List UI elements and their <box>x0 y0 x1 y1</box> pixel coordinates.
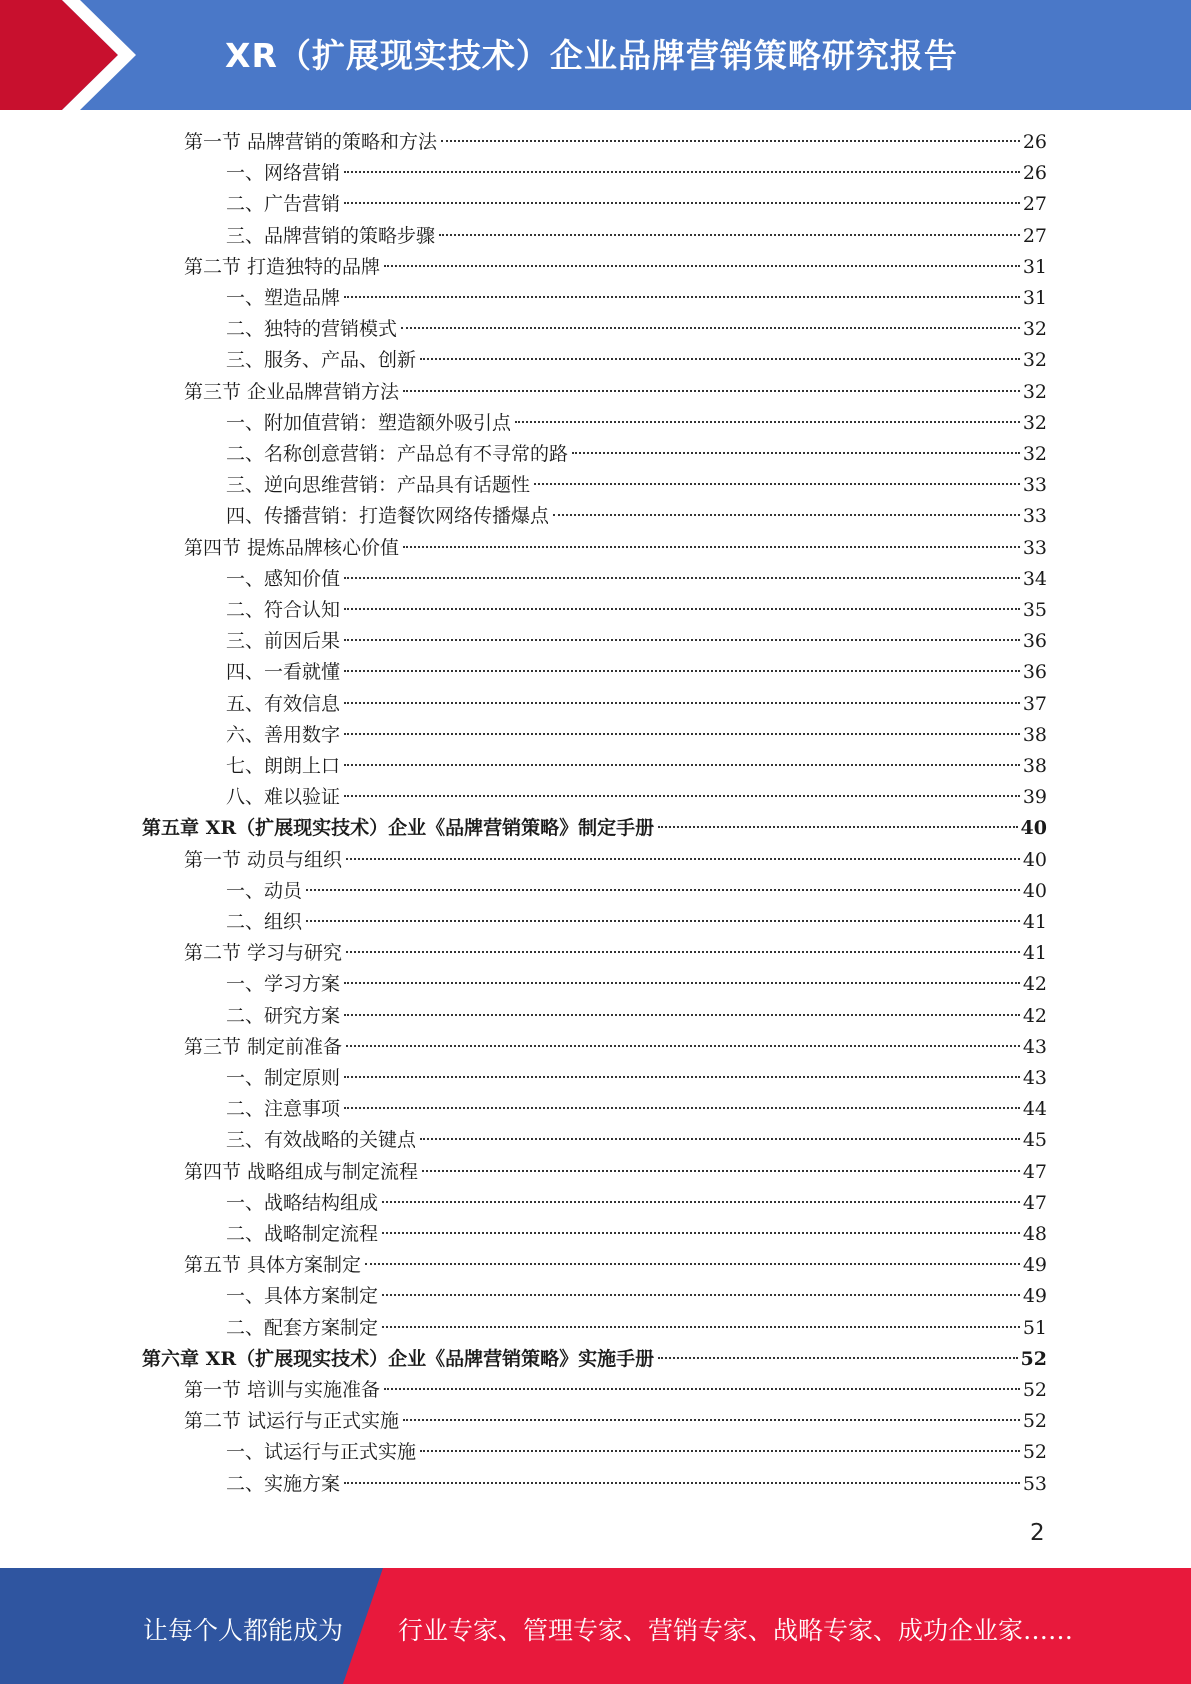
toc-dot-leader <box>344 296 1020 298</box>
toc-dot-leader <box>344 982 1020 984</box>
toc-dot-leader <box>658 826 1017 828</box>
toc-entry-label: 四、传播营销：打造餐饮网络传播爆点 <box>226 505 550 527</box>
toc-dot-leader <box>420 1138 1020 1140</box>
toc-entry-page: 40 <box>1022 880 1047 902</box>
toc-dot-leader <box>344 1482 1020 1484</box>
toc-subsection-entry[interactable] <box>226 221 1047 252</box>
toc-subsection-entry[interactable] <box>226 1188 1047 1219</box>
toc-entry-page: 53 <box>1022 1473 1047 1495</box>
toc-dot-leader <box>344 639 1020 641</box>
toc-entry-page: 32 <box>1022 443 1047 465</box>
toc-entry-page: 37 <box>1022 693 1047 715</box>
toc-entry-label: 一、制定原则 <box>226 1067 341 1089</box>
toc-dot-leader <box>382 1326 1020 1328</box>
toc-entry-page: 38 <box>1022 724 1047 746</box>
toc-entry-page: 31 <box>1022 256 1047 278</box>
toc-entry-page: 36 <box>1022 661 1047 683</box>
toc-dot-leader <box>344 702 1020 704</box>
toc-dot-leader <box>401 327 1020 329</box>
toc-subsection-entry[interactable] <box>226 969 1047 1000</box>
toc-dot-leader <box>344 670 1020 672</box>
toc-entry-page: 52 <box>1020 1348 1047 1370</box>
footer-slogan-left: 让每个人都能成为 <box>143 1616 344 1645</box>
footer-slogan-right: 行业专家、管理专家、营销专家、战略专家、成功企业家…… <box>398 1616 1074 1645</box>
toc-section-entry[interactable] <box>184 1032 1047 1063</box>
toc-entry-label: 第四节 提炼品牌核心价值 <box>184 537 400 559</box>
toc-section-entry[interactable] <box>184 252 1047 283</box>
toc-section-entry[interactable] <box>184 938 1047 969</box>
toc-entry-page: 33 <box>1022 474 1047 496</box>
toc-section-entry[interactable] <box>184 533 1047 564</box>
toc-subsection-entry[interactable] <box>226 876 1047 907</box>
toc-dot-leader <box>306 920 1020 922</box>
toc-entry-label: 三、逆向思维营销：产品具有话题性 <box>226 474 531 496</box>
toc-dot-leader <box>344 795 1020 797</box>
toc-entry-label: 一、动员 <box>226 880 303 902</box>
toc-subsection-entry[interactable] <box>226 345 1047 376</box>
toc-subsection-entry[interactable] <box>226 470 1047 501</box>
toc-section-entry[interactable] <box>184 1250 1047 1281</box>
toc-entry-page: 41 <box>1022 911 1047 933</box>
toc-entry-label: 一、塑造品牌 <box>226 287 341 309</box>
toc-entry-page: 34 <box>1022 568 1047 590</box>
toc-entry-label: 二、战略制定流程 <box>226 1223 379 1245</box>
toc-entry-label: 第五章 XR（扩展现实技术）企业《品牌营销策略》制定手册 <box>142 817 655 839</box>
toc-dot-leader <box>382 1294 1020 1296</box>
toc-dot-leader <box>403 1419 1020 1421</box>
toc-dot-leader <box>344 1107 1020 1109</box>
toc-subsection-entry[interactable] <box>226 782 1047 813</box>
toc-entry-label: 三、品牌营销的策略步骤 <box>226 225 436 247</box>
toc-entry-label: 二、独特的营销模式 <box>226 318 398 340</box>
toc-entry-page: 32 <box>1022 349 1047 371</box>
toc-section-entry[interactable] <box>184 1375 1047 1406</box>
toc-subsection-entry[interactable] <box>226 1469 1047 1500</box>
toc-subsection-entry[interactable] <box>226 657 1047 688</box>
toc-dot-leader <box>344 733 1020 735</box>
toc-entry-page: 51 <box>1022 1317 1047 1339</box>
toc-subsection-entry[interactable] <box>226 1001 1047 1032</box>
toc-entry-label: 第二节 试运行与正式实施 <box>184 1410 400 1432</box>
toc-entry-page: 32 <box>1022 412 1047 434</box>
toc-subsection-entry[interactable] <box>226 1063 1047 1094</box>
toc-dot-leader <box>344 1076 1020 1078</box>
toc-dot-leader <box>344 171 1020 173</box>
toc-dot-leader <box>553 514 1020 516</box>
toc-dot-leader <box>420 358 1020 360</box>
footer-banner <box>0 1568 1191 1684</box>
toc-dot-leader <box>344 577 1020 579</box>
toc-entry-page: 39 <box>1022 786 1047 808</box>
toc-entry-label: 一、网络营销 <box>226 162 341 184</box>
toc-entry-page: 32 <box>1022 381 1047 403</box>
toc-entry-label: 五、有效信息 <box>226 693 341 715</box>
toc-dot-leader <box>384 265 1020 267</box>
toc-dot-leader <box>306 889 1020 891</box>
toc-entry-label: 三、前因后果 <box>226 630 341 652</box>
toc-dot-leader <box>346 858 1020 860</box>
toc-section-entry[interactable] <box>184 1406 1047 1437</box>
toc-subsection-entry[interactable] <box>226 751 1047 782</box>
toc-entry-label: 二、名称创意营销：产品总有不寻常的路 <box>226 443 569 465</box>
toc-entry-label: 第二节 打造独特的品牌 <box>184 256 381 278</box>
toc-subsection-entry[interactable] <box>226 501 1047 532</box>
toc-entry-label: 第五节 具体方案制定 <box>184 1254 362 1276</box>
toc-dot-leader <box>572 452 1020 454</box>
toc-dot-leader <box>344 764 1020 766</box>
toc-entry-label: 二、组织 <box>226 911 303 933</box>
toc-dot-leader <box>422 1170 1020 1172</box>
toc-entry-label: 第三节 制定前准备 <box>184 1036 343 1058</box>
toc-entry-label: 二、实施方案 <box>226 1473 341 1495</box>
toc-subsection-entry[interactable] <box>226 1219 1047 1250</box>
toc-entry-label: 第四节 战略组成与制定流程 <box>184 1161 419 1183</box>
toc-dot-leader <box>365 1263 1020 1265</box>
toc-entry-page: 42 <box>1022 1005 1047 1027</box>
toc-entry-page: 38 <box>1022 755 1047 777</box>
toc-subsection-entry[interactable] <box>226 189 1047 220</box>
toc-subsection-entry[interactable] <box>226 1094 1047 1125</box>
toc-dot-leader <box>658 1357 1017 1359</box>
toc-entry-page: 41 <box>1022 942 1047 964</box>
toc-entry-label: 一、战略结构组成 <box>226 1192 379 1214</box>
toc-subsection-entry[interactable] <box>226 1437 1047 1468</box>
toc-entry-page: 52 <box>1022 1410 1047 1432</box>
toc-entry-label: 八、难以验证 <box>226 786 341 808</box>
toc-entry-label: 二、广告营销 <box>226 193 341 215</box>
toc-entry-page: 49 <box>1022 1254 1047 1276</box>
toc-entry-page: 44 <box>1022 1098 1047 1120</box>
toc-entry-page: 40 <box>1022 849 1047 871</box>
toc-entry-page: 36 <box>1022 630 1047 652</box>
toc-section-entry[interactable] <box>184 845 1047 876</box>
toc-dot-leader <box>346 1045 1020 1047</box>
toc-entry-page: 35 <box>1022 599 1047 621</box>
toc-entry-label: 三、服务、产品、创新 <box>226 349 417 371</box>
toc-entry-page: 42 <box>1022 973 1047 995</box>
toc-entry-page: 31 <box>1022 287 1047 309</box>
toc-subsection-entry[interactable] <box>226 283 1047 314</box>
toc-entry-label: 第一节 培训与实施准备 <box>184 1379 381 1401</box>
toc-dot-leader <box>515 421 1020 423</box>
toc-entry-label: 一、感知价值 <box>226 568 341 590</box>
page-number: 2 <box>1030 1520 1045 1546</box>
toc-entry-page: 52 <box>1022 1441 1047 1463</box>
toc-entry-label: 一、具体方案制定 <box>226 1285 379 1307</box>
toc-dot-leader <box>441 140 1020 142</box>
toc-dot-leader <box>439 234 1020 236</box>
toc-entry-label: 三、有效战略的关键点 <box>226 1129 417 1151</box>
toc-dot-leader <box>344 608 1020 610</box>
toc-entry-page: 45 <box>1022 1129 1047 1151</box>
toc-entry-label: 第一节 动员与组织 <box>184 849 343 871</box>
toc-subsection-entry[interactable] <box>226 1125 1047 1156</box>
toc-entry-page: 47 <box>1022 1192 1047 1214</box>
toc-section-entry[interactable] <box>184 377 1047 408</box>
toc-entry-page: 27 <box>1022 193 1047 215</box>
toc-subsection-entry[interactable] <box>226 689 1047 720</box>
toc-entry-page: 33 <box>1022 537 1047 559</box>
toc-section-entry[interactable] <box>184 127 1047 158</box>
toc-entry-label: 二、注意事项 <box>226 1098 341 1120</box>
toc-entry-label: 六、善用数字 <box>226 724 341 746</box>
toc-entry-label: 第六章 XR（扩展现实技术）企业《品牌营销策略》实施手册 <box>142 1348 655 1370</box>
toc-entry-label: 第二节 学习与研究 <box>184 942 343 964</box>
toc-entry-label: 一、附加值营销：塑造额外吸引点 <box>226 412 512 434</box>
toc-dot-leader <box>382 1232 1020 1234</box>
toc-entry-label: 第三节 企业品牌营销方法 <box>184 381 400 403</box>
toc-entry-page: 43 <box>1022 1036 1047 1058</box>
toc-dot-leader <box>420 1450 1020 1452</box>
toc-entry-page: 47 <box>1022 1161 1047 1183</box>
toc-subsection-entry[interactable] <box>226 626 1047 657</box>
toc-chapter-entry[interactable] <box>142 813 1047 844</box>
toc-subsection-entry[interactable] <box>226 408 1047 439</box>
toc-entry-label: 二、符合认知 <box>226 599 341 621</box>
toc-subsection-entry[interactable] <box>226 314 1047 345</box>
toc-section-entry[interactable] <box>184 1157 1047 1188</box>
toc-dot-leader <box>346 951 1020 953</box>
toc-entry-page: 32 <box>1022 318 1047 340</box>
toc-subsection-entry[interactable] <box>226 564 1047 595</box>
toc-entry-page: 26 <box>1022 131 1047 153</box>
toc-subsection-entry[interactable] <box>226 158 1047 189</box>
toc-dot-leader <box>382 1201 1020 1203</box>
toc-dot-leader <box>403 390 1020 392</box>
toc-entry-label: 一、学习方案 <box>226 973 341 995</box>
toc-subsection-entry[interactable] <box>226 907 1047 938</box>
toc-dot-leader <box>534 483 1020 485</box>
toc-entry-page: 33 <box>1022 505 1047 527</box>
toc-dot-leader <box>384 1388 1020 1390</box>
toc-entry-label: 一、试运行与正式实施 <box>226 1441 417 1463</box>
toc-entry-page: 49 <box>1022 1285 1047 1307</box>
toc-dot-leader <box>344 202 1020 204</box>
report-title: XR（扩展现实技术）企业品牌营销策略研究报告 <box>225 36 958 75</box>
toc-chapter-entry[interactable] <box>142 1344 1047 1375</box>
toc-entry-label: 二、配套方案制定 <box>226 1317 379 1339</box>
toc-dot-leader <box>344 1014 1020 1016</box>
toc-entry-page: 26 <box>1022 162 1047 184</box>
toc-entry-page: 48 <box>1022 1223 1047 1245</box>
toc-subsection-entry[interactable] <box>226 720 1047 751</box>
toc-subsection-entry[interactable] <box>226 595 1047 626</box>
toc-entry-page: 52 <box>1022 1379 1047 1401</box>
header-arrow-decoration <box>0 0 150 110</box>
toc-entry-page: 43 <box>1022 1067 1047 1089</box>
toc-subsection-entry[interactable] <box>226 1313 1047 1344</box>
header-banner <box>0 0 1191 110</box>
toc-entry-label: 四、一看就懂 <box>226 661 341 683</box>
toc-entry-label: 二、研究方案 <box>226 1005 341 1027</box>
toc-dot-leader <box>403 546 1020 548</box>
toc-entry-page: 27 <box>1022 225 1047 247</box>
toc-entry-page: 40 <box>1020 817 1047 839</box>
toc-entry-label: 七、朗朗上口 <box>226 755 341 777</box>
toc-subsection-entry[interactable] <box>226 1281 1047 1312</box>
toc-entry-label: 第一节 品牌营销的策略和方法 <box>184 131 438 153</box>
toc-subsection-entry[interactable] <box>226 439 1047 470</box>
